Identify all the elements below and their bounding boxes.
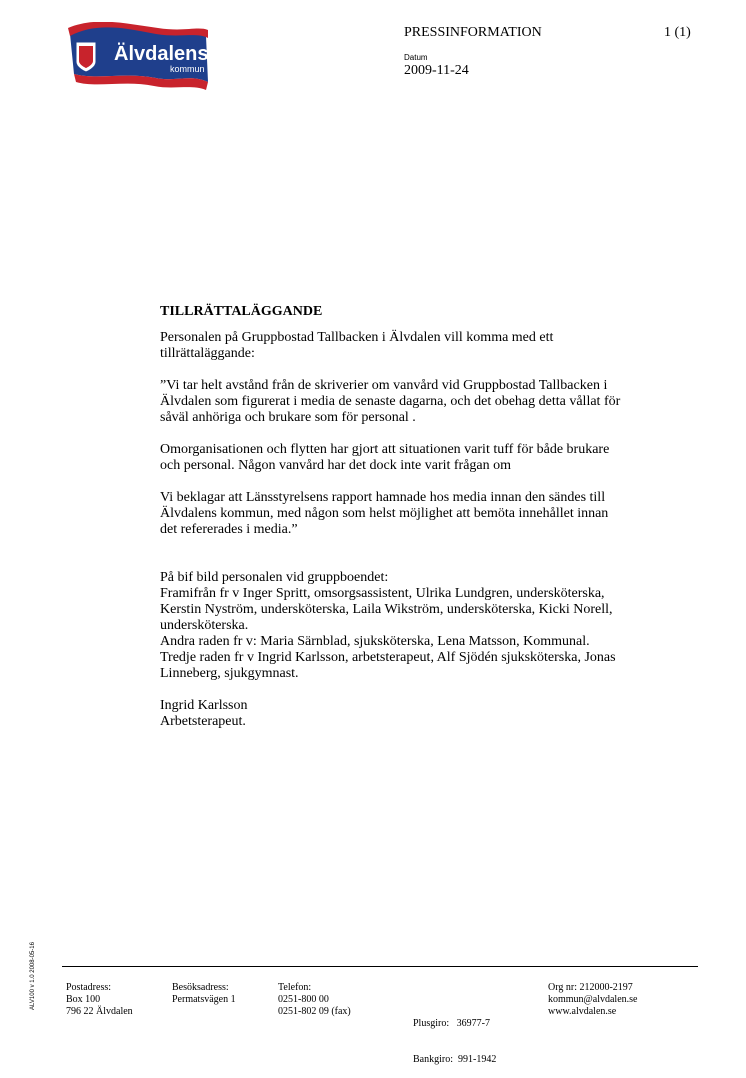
caption-line: Tredje raden fr v Ingrid Karlsson, arbetsterapeut, Alf Sjödén sjuksköterska, Jonas [160, 650, 616, 665]
footer-label: Besöksadress: [172, 982, 229, 993]
footer-value: Org nr: 212000-2197 [548, 982, 633, 993]
footer-divider [62, 966, 698, 967]
footer-value: Box 100 [66, 994, 101, 1005]
quote-line: Omorganisationen och flytten har gjort att situationen varit tuff för både brukare [160, 442, 610, 457]
form-code: ALV100 v 1.0 2008-05-16 [30, 942, 36, 1010]
footer-value: Plusgiro: 36977-7 [413, 1018, 490, 1029]
footer-label: Postadress: [66, 982, 111, 993]
caption-line: Andra raden fr v: Maria Särnblad, sjuksköterska, Lena Matsson, Kommunal. [160, 634, 590, 649]
logo-wordmark: Älvdalens [114, 43, 209, 65]
quote-line: Älvdalen som figurerat i media de senaste dagarna, och det obehag detta vållat för [160, 394, 621, 409]
quote-line: Vi beklagar att Länsstyrelsens rapport hamnade hos media innan den sändes till [160, 490, 606, 505]
date-value: 2009-11-24 [404, 63, 469, 78]
caption-line: Framifrån fr v Inger Spritt, omsorgsassistent, Ulrika Lundgren, undersköterska, [160, 586, 605, 601]
footer-visit [172, 982, 236, 1006]
footer-label: Telefon: [278, 982, 312, 993]
quote-line: och personal. Någon vanvård har det dock inte varit frågan om [160, 458, 512, 473]
quote-line: ”Vi tar helt avstånd från de skriverier om vanvård vid Gruppbostad Tallbacken i [160, 378, 608, 393]
intro-line: tillrättaläggande: [160, 346, 255, 361]
caption-line: Linneberg, sjukgymnast. [160, 666, 299, 681]
caption-line: Kerstin Nyström, undersköterska, Laila Wikström, undersköterska, Kicki Norell, [160, 602, 613, 617]
caption-line: På bif bild personalen vid gruppboendet: [160, 570, 389, 585]
signature-role: Arbetsterapeut. [160, 714, 246, 729]
footer-value: 796 22 Älvdalen [66, 1006, 133, 1017]
quote-line: det refererades i media.” [160, 522, 298, 537]
logo-subtext: kommun [170, 64, 205, 74]
page-number: 1 (1) [664, 25, 691, 40]
footer-web[interactable]: www.alvdalen.se [548, 1006, 617, 1017]
footer-giro [413, 994, 496, 1078]
quote-line: Älvdalens kommun, med någon som helst möjlighet att bemöta innehållet innan [160, 506, 609, 521]
alvdalens-kommun-logo [66, 22, 210, 92]
footer-email[interactable]: kommun@alvdalen.se [548, 994, 638, 1005]
doc-type: PRESSINFORMATION [404, 25, 542, 40]
caption-line: undersköterska. [160, 618, 249, 633]
date-label: Datum [404, 53, 428, 62]
page-title: TILLRÄTTALÄGGANDE [160, 304, 323, 319]
footer-value: 0251-800 00 [278, 994, 329, 1005]
footer-org [548, 982, 637, 1018]
quote-line: såväl anhöriga och brukare som för personal . [160, 410, 416, 425]
footer-value: 0251-802 09 (fax) [278, 1006, 351, 1017]
press-body [160, 304, 680, 730]
footer-postal [66, 982, 133, 1018]
footer-value: Permatsvägen 1 [172, 994, 236, 1005]
signature-name: Ingrid Karlsson [160, 698, 248, 713]
intro-line: Personalen på Gruppbostad Tallbacken i Älvdalen vill komma med ett [160, 330, 554, 345]
footer-value: Bankgiro: 991-1942 [413, 1054, 497, 1065]
footer-phone [278, 982, 351, 1018]
